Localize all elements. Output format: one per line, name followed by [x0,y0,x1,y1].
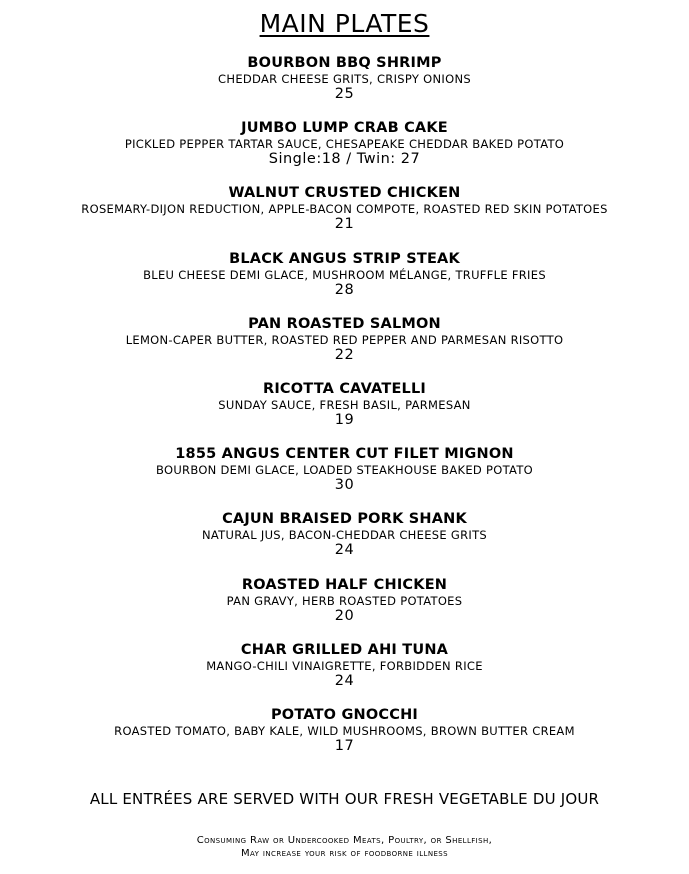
menu-item-price: 28 [334,281,355,298]
menu-item-description: ROSEMARY-DIJON REDUCTION, APPLE-BACON COMPOTE, ROASTED RED SKIN POTATOES [81,202,608,217]
menu-item-price: 25 [334,86,355,102]
menu-item [0,184,689,249]
menu-item-price: 17 [334,737,355,754]
menu-item-description: ROASTED TOMATO, BABY KALE, WILD MUSHROOMS, BROWN BUTTER CREAM [114,723,575,738]
menu-item [0,54,689,119]
menu-item [0,445,689,510]
menu-item-description: LEMON-CAPER BUTTER, ROASTED RED PEPPER AND PARMESAN RISOTTO [125,332,564,347]
menu-item-price: 22 [334,346,355,363]
menu-item [0,510,689,575]
menu-item-name: 1855 ANGUS CENTER CUT FILET MIGNON [175,446,514,463]
disclaimer-line-1: Consuming Raw or Undercooked Meats, Poultry, or Shellfish, [196,835,493,846]
menu-item-name: RICOTTA CAVATELLI [262,380,427,397]
menu-item-price: 24 [334,672,355,689]
menu-item [0,641,689,706]
menu-item-description: PICKLED PEPPER TARTAR SAUCE, CHESAPEAKE CHEDDAR BAKED POTATO [124,137,565,152]
menu-item [0,250,689,315]
menu-item-price: 30 [334,477,355,494]
menu-item-description: CHEDDAR CHEESE GRITS, CRISPY ONIONS [218,72,471,86]
menu-item [0,315,689,380]
menu-item-name: BOURBON BBQ SHRIMP [247,55,442,71]
menu-item-description: NATURAL JUS, BACON-CHEDDAR CHEESE GRITS [202,528,487,543]
menu-item-price: 19 [334,411,355,428]
menu-title: MAIN PLATES [259,9,430,38]
food-safety-disclaimer [0,834,689,860]
menu-item-name: CAJUN BRAISED PORK SHANK [222,511,467,528]
menu-item-price: 24 [334,542,355,559]
entrees-vegetable-note: ALL ENTRÉES ARE SERVED WITH OUR FRESH VEGETABLE DU JOUR [89,790,600,808]
menu-item-description: BLEU CHEESE DEMI GLACE, MUSHROOM MÉLANGE, TRUFFLE FRIES [143,267,546,282]
menu-item-description: PAN GRAVY, HERB ROASTED POTATOES [226,593,463,608]
menu-items-list [0,54,689,771]
menu-item-price: 20 [334,607,355,624]
menu-item-description: BOURBON DEMI GLACE, LOADED STEAKHOUSE BAKED POTATO [155,463,533,478]
menu-item-name: POTATO GNOCCHI [270,706,419,723]
menu-item [0,119,689,184]
menu-item-name: JUMBO LUMP CRAB CAKE [241,120,448,137]
menu-item-name: ROASTED HALF CHICKEN [241,576,448,593]
menu-item-price: 21 [334,216,355,233]
menu-item-name: WALNUT CRUSTED CHICKEN [228,185,461,202]
menu-item [0,706,689,771]
menu-item [0,380,689,445]
menu-item-description: MANGO-CHILI VINAIGRETTE, FORBIDDEN RICE [206,658,483,673]
menu-item [0,576,689,641]
menu-item-description: SUNDAY SAUCE, FRESH BASIL, PARMESAN [218,397,471,412]
disclaimer-line-2: May increase your risk of foodborne illness [241,848,448,859]
menu-item-name: PAN ROASTED SALMON [248,315,441,332]
menu-item-price: Single:18 / Twin: 27 [268,151,421,168]
menu-item-name: CHAR GRILLED AHI TUNA [240,641,449,658]
menu-item-name: BLACK ANGUS STRIP STEAK [229,250,460,267]
